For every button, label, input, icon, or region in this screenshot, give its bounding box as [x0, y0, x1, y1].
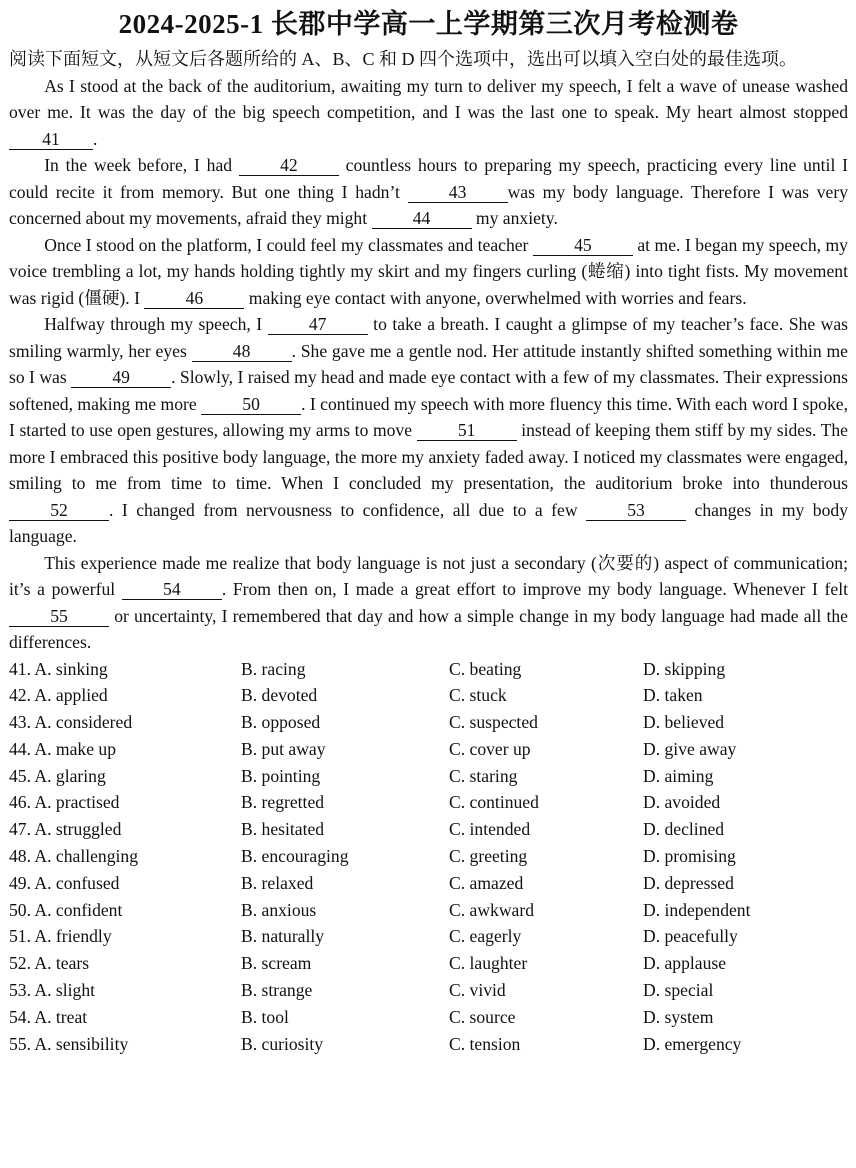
option-row-53: [9, 977, 848, 1004]
option-row-50: [9, 897, 848, 924]
option-b: B. strange: [241, 980, 313, 1001]
option-c: C. laughter: [449, 953, 528, 974]
option-c: C. continued: [449, 792, 539, 813]
passage-text: was my body language. Therefore I was very concerned about my movements, afraid they might: [9, 181, 848, 228]
option-b: B. tool: [241, 1006, 289, 1027]
option-c: C. awkward: [449, 899, 535, 920]
option-c: C. stuck: [449, 685, 507, 706]
option-a: 54. A. treat: [9, 1006, 88, 1027]
option-a: 48. A. challenging: [9, 846, 138, 867]
passage-text: This experience made me realize that body language is not just a secondary (次要的) aspect of communication; it’s a powerful: [9, 552, 848, 599]
option-d: D. applause: [643, 953, 727, 974]
passage-text: changes in my body language.: [9, 499, 848, 546]
option-row-55: [9, 1031, 848, 1058]
option-a: 44. A. make up: [9, 738, 117, 759]
option-row-51: [9, 923, 848, 950]
passage-paragraph-1: [9, 73, 848, 153]
option-a: 42. A. applied: [9, 685, 108, 706]
option-c: C. suspected: [449, 712, 538, 733]
passage-text: As I stood at the back of the auditorium, awaiting my turn to deliver my speech, I felt a wave of unease washed over me. It was the day of the big speech competition, and I was the last one to speak. My heart almost stopped: [9, 75, 848, 122]
option-b: B. racing: [241, 658, 306, 679]
cloze-passage: [9, 73, 848, 656]
answer-blank-46: 46: [144, 288, 244, 309]
passage-text: . From then on, I made a great effort to improve my body language. Whenever I felt: [221, 579, 848, 599]
option-b: B. anxious: [241, 899, 317, 920]
passage-paragraph-5: [9, 550, 848, 656]
answer-blank-45: 45: [533, 235, 633, 256]
passage-text: . I continued my speech with more fluency this time. With each word I spoke, I started to use open gestures, allowing my arms to move: [9, 393, 848, 440]
option-a: 55. A. sensibility: [9, 1033, 129, 1054]
option-d: D. believed: [643, 712, 725, 733]
option-row-47: [9, 816, 848, 843]
option-d: D. avoided: [643, 792, 721, 813]
option-c: C. greeting: [449, 846, 528, 867]
answer-blank-44: 44: [372, 208, 472, 229]
passage-text: instead of keeping them stiff by my sides. The more I embraced this positive body language, the more my anxiety faded away. I noticed my classmates were engaged, smiling to me from time to time. When I concluded my presentation, the auditorium broke into thunderous: [9, 420, 848, 493]
passage-text: countless hours to preparing my speech, practicing every line until I could recite it from memory. But one thing I hadn’t: [9, 155, 848, 202]
option-b: B. naturally: [241, 926, 325, 947]
option-d: D. emergency: [643, 1033, 742, 1054]
passage-text: to take a breath. I caught a glimpse of my teacher’s face. She was smiling warmly, her eyes: [9, 314, 849, 361]
option-c: C. beating: [449, 658, 522, 679]
option-row-44: [9, 736, 848, 763]
option-row-46: [9, 789, 848, 816]
passage-text: In the week before, I had: [44, 155, 239, 175]
option-d: D. promising: [643, 846, 736, 867]
option-b: B. encouraging: [241, 846, 349, 867]
passage-paragraph-3: [9, 232, 848, 312]
option-row-42: [9, 682, 848, 709]
answer-blank-43: 43: [408, 182, 508, 203]
answer-blank-53: 53: [586, 500, 686, 521]
option-b: B. scream: [241, 953, 312, 974]
option-d: D. depressed: [643, 872, 734, 893]
option-c: C. source: [449, 1006, 516, 1027]
option-d: D. give away: [643, 738, 737, 759]
passage-text: at me. I began my speech, my voice trembling a lot, my hands holding tightly my skirt and my fingers curling (蜷缩) into tight fists. My movement was rigid (僵硬). I: [9, 234, 848, 308]
answer-blank-52: 52: [9, 500, 109, 521]
option-d: D. special: [643, 980, 714, 1001]
option-a: 41. A. sinking: [9, 658, 108, 679]
option-row-52: [9, 950, 848, 977]
passage-text: .: [93, 128, 98, 149]
option-d: D. independent: [643, 899, 751, 920]
answer-blank-51: 51: [417, 420, 517, 441]
option-d: D. system: [643, 1006, 714, 1027]
option-a: 52. A. tears: [9, 953, 90, 974]
section-instruction: 阅读下面短文，从短文后各题所给的 A、B、C 和 D 四个选项中，选出可以填入空白处的最佳选项。: [9, 49, 798, 69]
passage-text: Halfway through my speech, I: [44, 314, 268, 334]
option-b: B. relaxed: [241, 872, 314, 893]
answer-blank-50: 50: [201, 394, 301, 415]
answer-blank-47: 47: [268, 314, 368, 335]
passage-text: or uncertainty, I remembered that day and how a simple change in my body language had made all the differences.: [9, 605, 848, 652]
option-row-49: [9, 870, 848, 897]
answer-blank-54: 54: [122, 579, 222, 600]
option-row-48: [9, 843, 848, 870]
option-a: 50. A. confident: [9, 899, 123, 920]
option-b: B. regretted: [241, 792, 325, 813]
option-b: B. pointing: [241, 765, 321, 786]
option-a: 43. A. considered: [9, 712, 133, 733]
option-b: B. put away: [241, 738, 326, 759]
passage-text: . She gave me a gentle nod. Her attitude instantly shifted something within me so I was: [9, 340, 848, 387]
option-a: 47. A. struggled: [9, 819, 122, 840]
option-b: B. opposed: [241, 712, 321, 733]
passage-text: . Slowly, I raised my head and made eye contact with a few of my classmates. Their expressions softened, making me more: [9, 367, 849, 414]
option-a: 45. A. glaring: [9, 765, 106, 786]
option-c: C. staring: [449, 765, 518, 786]
option-row-43: [9, 709, 848, 736]
answer-blank-55: 55: [9, 606, 109, 627]
option-b: B. hesitated: [241, 819, 325, 840]
passage-paragraph-2: [9, 152, 848, 232]
option-c: C. eagerly: [449, 926, 522, 947]
option-d: D. taken: [643, 685, 703, 706]
answer-blank-42: 42: [239, 155, 339, 176]
option-b: B. devoted: [241, 685, 318, 706]
option-d: D. peacefully: [643, 926, 738, 947]
option-c: C. amazed: [449, 872, 524, 893]
answer-blank-41: 41: [9, 129, 93, 150]
passage-text: my anxiety.: [471, 208, 558, 228]
option-a: 46. A. practised: [9, 792, 120, 813]
option-a: 51. A. friendly: [9, 926, 112, 947]
option-row-45: [9, 763, 848, 790]
option-d: D. declined: [643, 819, 725, 840]
option-d: D. aiming: [643, 765, 714, 786]
answer-blank-49: 49: [71, 367, 171, 388]
option-c: C. vivid: [449, 980, 506, 1001]
option-c: C. intended: [449, 819, 531, 840]
option-row-41: [9, 656, 848, 683]
option-row-54: [9, 1004, 848, 1031]
answer-options: [9, 656, 848, 1058]
option-c: C. cover up: [449, 738, 531, 759]
option-a: 53. A. slight: [9, 980, 96, 1001]
option-b: B. curiosity: [241, 1033, 324, 1054]
passage-text: making eye contact with anyone, overwhelmed with worries and fears.: [244, 287, 747, 308]
option-c: C. tension: [449, 1033, 521, 1054]
passage-text: Once I stood on the platform, I could feel my classmates and teacher: [44, 234, 533, 255]
option-a: 49. A. confused: [9, 872, 120, 893]
passage-paragraph-4: [9, 311, 848, 550]
passage-text: . I changed from nervousness to confidence, all due to a few: [109, 499, 587, 520]
answer-blank-48: 48: [192, 341, 292, 362]
option-d: D. skipping: [643, 658, 726, 679]
page-title: 2024-2025-1 长郡中学高一上学期第三次月考检测卷: [118, 9, 739, 39]
